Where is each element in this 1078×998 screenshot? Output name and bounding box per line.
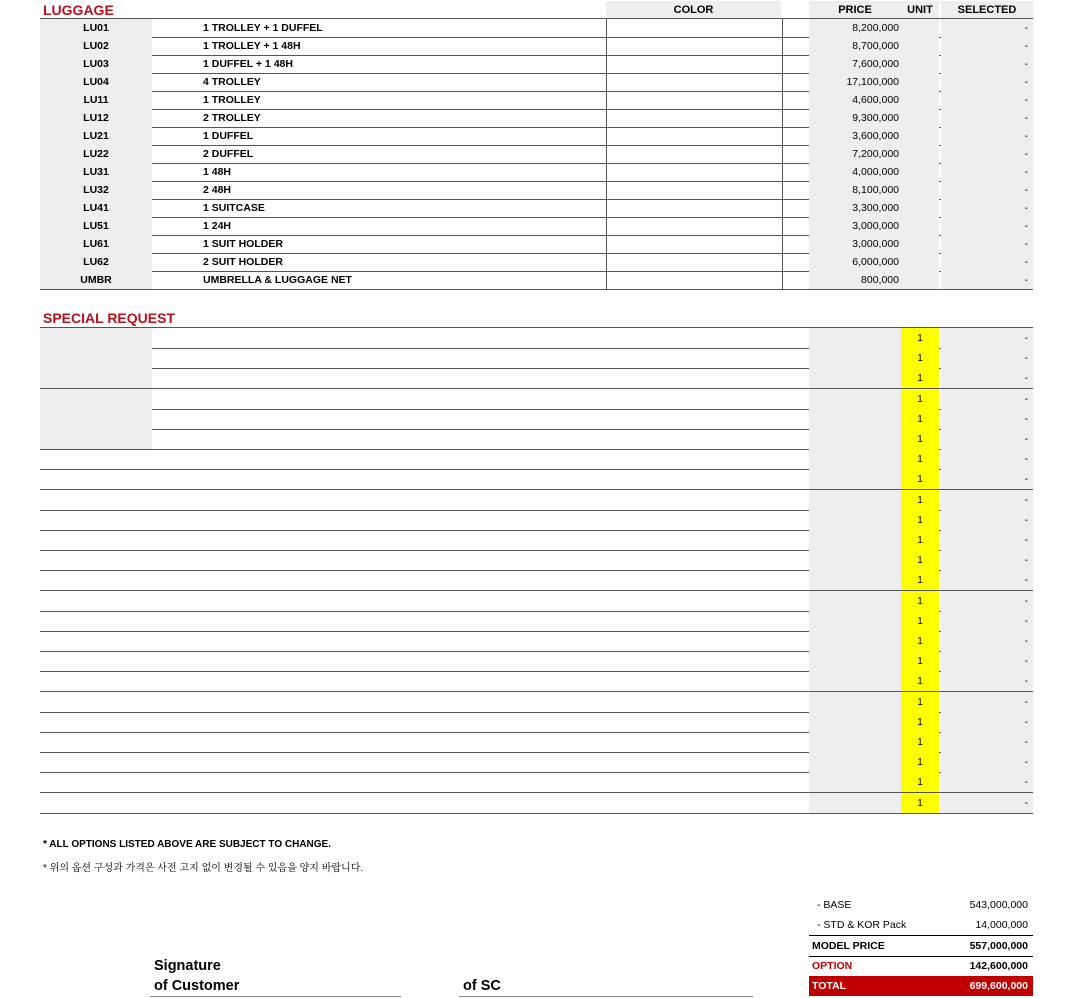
customer-signature-line[interactable]	[150, 996, 401, 997]
luggage-selected-cell: -	[941, 73, 1033, 91]
special-request-selected-cell: -	[941, 469, 1033, 489]
special-request-price-cell[interactable]	[809, 793, 901, 813]
luggage-selected-cell: -	[941, 217, 1033, 235]
luggage-row	[40, 37, 1033, 56]
special-request-unit-cell[interactable]: 1	[901, 570, 939, 590]
luggage-selected-cell: -	[941, 55, 1033, 73]
special-request-row	[40, 732, 1033, 753]
luggage-selected-cell: -	[941, 145, 1033, 163]
special-request-price-cell[interactable]	[809, 671, 901, 691]
special-request-row	[40, 469, 1033, 490]
special-request-unit-cell[interactable]: 1	[901, 712, 939, 732]
special-request-row	[40, 348, 1033, 369]
luggage-row	[40, 109, 1033, 128]
special-request-row	[40, 712, 1033, 733]
special-request-unit-cell[interactable]: 1	[901, 368, 939, 388]
model-price-label: MODEL PRICE	[812, 940, 885, 952]
special-request-selected-cell: -	[941, 793, 1033, 813]
pack-label: - STD & KOR Pack	[817, 919, 907, 931]
luggage-description-cell: 2 DUFFEL	[203, 148, 254, 160]
luggage-code-cell: LU02	[40, 37, 152, 55]
special-request-selected-cell: -	[941, 449, 1033, 469]
special-request-selected-cell: -	[941, 772, 1033, 792]
luggage-description-cell: 1 SUIT HOLDER	[203, 238, 283, 250]
luggage-selected-cell: -	[941, 253, 1033, 271]
special-request-row	[40, 389, 1033, 410]
special-request-selected-cell: -	[941, 732, 1033, 752]
luggage-description-cell: 1 DUFFEL + 1 48H	[203, 58, 293, 70]
total-label: TOTAL	[812, 980, 847, 992]
special-request-code-cell[interactable]	[40, 368, 152, 388]
special-request-row	[40, 631, 1033, 652]
special-request-section-title: SPECIAL REQUEST	[43, 310, 175, 326]
customer-signature-label-line2: of Customer	[154, 978, 240, 994]
special-request-selected-cell: -	[941, 570, 1033, 590]
luggage-code-cell: UMBR	[40, 271, 152, 289]
luggage-row	[40, 181, 1033, 200]
special-request-unit-cell[interactable]: 1	[901, 692, 939, 712]
luggage-row	[40, 55, 1033, 74]
special-request-selected-cell: -	[941, 490, 1033, 510]
special-request-price-cell[interactable]	[809, 752, 901, 772]
luggage-color-cell[interactable]	[606, 37, 783, 55]
option-value: 142,600,000	[969, 960, 1028, 972]
special-request-price-cell[interactable]	[809, 368, 901, 388]
luggage-selected-cell: -	[941, 109, 1033, 127]
luggage-color-cell[interactable]	[606, 199, 783, 217]
summary-pack-row	[809, 915, 1033, 935]
special-request-unit-cell[interactable]: 1	[901, 591, 939, 611]
luggage-description-cell: 4 TROLLEY	[203, 76, 261, 88]
special-request-row	[40, 550, 1033, 571]
luggage-code-cell: LU31	[40, 163, 152, 181]
luggage-row	[40, 91, 1033, 110]
luggage-description-cell: 1 TROLLEY	[203, 94, 261, 106]
luggage-price-cell: 4,600,000	[809, 91, 901, 109]
special-request-selected-cell: -	[941, 409, 1033, 429]
special-request-unit-cell[interactable]: 1	[901, 631, 939, 651]
sc-signature-line[interactable]	[459, 996, 753, 997]
special-request-row	[40, 368, 1033, 389]
special-request-price-cell[interactable]	[809, 409, 901, 429]
luggage-selected-cell: -	[941, 271, 1033, 289]
luggage-unit-cell[interactable]	[901, 73, 939, 91]
luggage-row	[40, 145, 1033, 164]
special-request-selected-cell: -	[941, 611, 1033, 631]
special-request-unit-cell[interactable]: 1	[901, 389, 939, 409]
disclaimer-korean: * 위의 옵션 구성과 가격은 사전 고지 없이 변경될 수 있음을 양지 바랍니다.	[43, 863, 364, 874]
luggage-description-cell: 2 48H	[203, 184, 232, 196]
luggage-code-cell: LU03	[40, 55, 152, 73]
luggage-price-cell: 8,700,000	[809, 37, 901, 55]
color-column-header: COLOR	[606, 1, 781, 18]
special-request-unit-cell[interactable]: 1	[901, 490, 939, 510]
special-request-price-cell[interactable]	[809, 570, 901, 590]
luggage-selected-cell: -	[941, 163, 1033, 181]
special-request-selected-cell: -	[941, 510, 1033, 530]
luggage-row	[40, 253, 1033, 272]
luggage-color-cell[interactable]	[606, 127, 783, 145]
model-price-value: 557,000,000	[969, 940, 1028, 952]
luggage-price-cell: 3,000,000	[809, 217, 901, 235]
luggage-selected-cell: -	[941, 91, 1033, 109]
luggage-color-cell[interactable]	[606, 181, 783, 199]
special-request-selected-cell: -	[941, 631, 1033, 651]
special-request-price-cell[interactable]	[809, 389, 901, 409]
luggage-description-cell: 1 24H	[203, 220, 232, 232]
luggage-price-cell: 6,000,000	[809, 253, 901, 271]
special-request-unit-cell[interactable]: 1	[901, 611, 939, 631]
luggage-unit-cell[interactable]	[901, 253, 939, 271]
total-value: 699,600,000	[969, 980, 1028, 992]
luggage-color-cell[interactable]	[606, 145, 783, 163]
luggage-color-cell[interactable]	[606, 253, 783, 271]
luggage-code-cell: LU22	[40, 145, 152, 163]
special-request-price-cell[interactable]	[809, 429, 901, 449]
special-request-unit-cell[interactable]: 1	[901, 530, 939, 550]
special-request-price-cell[interactable]	[809, 692, 901, 712]
luggage-code-cell: LU01	[40, 19, 152, 37]
special-request-price-cell[interactable]	[809, 530, 901, 550]
special-request-selected-cell: -	[941, 712, 1033, 732]
luggage-code-cell: LU04	[40, 73, 152, 91]
base-value: 543,000,000	[969, 899, 1028, 911]
luggage-row	[40, 199, 1033, 218]
special-request-row	[40, 793, 1033, 814]
special-request-unit-cell[interactable]: 1	[901, 409, 939, 429]
special-request-row	[40, 530, 1033, 551]
luggage-description-cell: 1 DUFFEL	[203, 130, 254, 142]
summary-model-price-row	[809, 935, 1033, 957]
luggage-price-cell: 7,200,000	[809, 145, 901, 163]
summary-total-row	[809, 976, 1033, 996]
special-request-selected-cell: -	[941, 651, 1033, 671]
luggage-code-cell: LU61	[40, 235, 152, 253]
special-request-unit-cell[interactable]: 1	[901, 772, 939, 792]
special-request-selected-cell: -	[941, 368, 1033, 388]
luggage-description-cell: 2 TROLLEY	[203, 112, 261, 124]
special-request-selected-cell: -	[941, 671, 1033, 691]
special-request-unit-cell[interactable]: 1	[901, 752, 939, 772]
luggage-code-cell: LU11	[40, 91, 152, 109]
luggage-description-cell: 1 48H	[203, 166, 232, 178]
luggage-code-cell: LU41	[40, 199, 152, 217]
special-request-row	[40, 490, 1033, 511]
luggage-selected-cell: -	[941, 37, 1033, 55]
special-request-row	[40, 611, 1033, 632]
luggage-unit-cell[interactable]	[901, 37, 939, 55]
selected-column-header: SELECTED	[941, 1, 1033, 18]
special-request-row	[40, 429, 1033, 450]
special-request-code-cell[interactable]	[40, 328, 152, 348]
special-request-code-cell[interactable]	[40, 348, 152, 368]
special-request-selected-cell: -	[941, 591, 1033, 611]
luggage-selected-cell: -	[941, 127, 1033, 145]
special-request-row	[40, 671, 1033, 692]
luggage-row	[40, 19, 1033, 38]
pack-value: 14,000,000	[975, 919, 1028, 931]
luggage-unit-cell[interactable]	[901, 55, 939, 73]
luggage-unit-cell[interactable]	[901, 163, 939, 181]
luggage-code-cell: LU62	[40, 253, 152, 271]
special-request-price-cell[interactable]	[809, 631, 901, 651]
special-request-price-cell[interactable]	[809, 328, 901, 348]
luggage-selected-cell: -	[941, 235, 1033, 253]
special-request-unit-cell[interactable]: 1	[901, 348, 939, 368]
luggage-description-cell: 1 SUITCASE	[203, 202, 265, 214]
special-request-unit-cell[interactable]: 1	[901, 550, 939, 570]
luggage-row	[40, 217, 1033, 236]
special-request-price-cell[interactable]	[809, 449, 901, 469]
luggage-color-cell[interactable]	[606, 55, 783, 73]
luggage-price-cell: 7,600,000	[809, 55, 901, 73]
luggage-price-cell: 8,100,000	[809, 181, 901, 199]
luggage-unit-cell[interactable]	[901, 181, 939, 199]
option-label: OPTION	[812, 960, 853, 972]
special-request-unit-cell[interactable]: 1	[901, 449, 939, 469]
special-request-selected-cell: -	[941, 550, 1033, 570]
luggage-price-cell: 4,000,000	[809, 163, 901, 181]
luggage-code-cell: LU12	[40, 109, 152, 127]
special-request-unit-cell[interactable]: 1	[901, 732, 939, 752]
special-request-price-cell[interactable]	[809, 469, 901, 489]
luggage-row	[40, 163, 1033, 182]
customer-signature-label-line1: Signature	[154, 958, 221, 974]
base-label: - BASE	[817, 899, 852, 911]
special-request-unit-cell[interactable]: 1	[901, 671, 939, 691]
luggage-description-cell: 2 SUIT HOLDER	[203, 256, 283, 268]
luggage-selected-cell: -	[941, 19, 1033, 37]
luggage-price-cell: 17,100,000	[809, 73, 901, 91]
special-request-unit-cell[interactable]: 1	[901, 510, 939, 530]
disclaimer-english: * ALL OPTIONS LISTED ABOVE ARE SUBJECT TO CHANGE.	[43, 839, 331, 850]
special-request-selected-cell: -	[941, 752, 1033, 772]
special-request-row	[40, 328, 1033, 349]
special-request-price-cell[interactable]	[809, 550, 901, 570]
special-request-selected-cell: -	[941, 348, 1033, 368]
luggage-unit-cell[interactable]	[901, 199, 939, 217]
luggage-price-cell: 3,300,000	[809, 199, 901, 217]
luggage-row	[40, 235, 1033, 254]
luggage-unit-cell[interactable]	[901, 271, 939, 289]
special-request-row	[40, 570, 1033, 591]
luggage-price-cell: 3,600,000	[809, 127, 901, 145]
luggage-description-cell: 1 TROLLEY + 1 DUFFEL	[203, 22, 323, 34]
special-request-row	[40, 510, 1033, 531]
special-request-unit-cell[interactable]: 1	[901, 469, 939, 489]
luggage-color-cell[interactable]	[606, 271, 783, 289]
luggage-selected-cell: -	[941, 199, 1033, 217]
special-request-row	[40, 752, 1033, 773]
special-request-price-cell[interactable]	[809, 490, 901, 510]
special-request-unit-cell[interactable]: 1	[901, 793, 939, 813]
luggage-row	[40, 271, 1033, 290]
luggage-color-cell[interactable]	[606, 163, 783, 181]
summary-option-row	[809, 956, 1033, 977]
special-request-price-cell[interactable]	[809, 510, 901, 530]
price-column-header: PRICE	[809, 1, 901, 18]
luggage-price-cell: 9,300,000	[809, 109, 901, 127]
special-request-code-cell[interactable]	[40, 389, 152, 409]
special-request-price-cell[interactable]	[809, 712, 901, 732]
luggage-unit-cell[interactable]	[901, 235, 939, 253]
unit-column-header: UNIT	[901, 1, 939, 18]
special-request-row	[40, 409, 1033, 430]
special-request-selected-cell: -	[941, 530, 1033, 550]
luggage-color-cell[interactable]	[606, 217, 783, 235]
special-request-price-cell[interactable]	[809, 772, 901, 792]
luggage-color-cell[interactable]	[606, 73, 783, 91]
special-request-row	[40, 692, 1033, 713]
luggage-description-cell: 1 TROLLEY + 1 48H	[203, 40, 301, 52]
special-request-row	[40, 449, 1033, 470]
special-request-selected-cell: -	[941, 429, 1033, 449]
special-request-unit-cell[interactable]: 1	[901, 651, 939, 671]
special-request-code-cell[interactable]	[40, 429, 152, 449]
luggage-price-cell: 8,200,000	[809, 19, 901, 37]
special-request-selected-cell: -	[941, 389, 1033, 409]
luggage-row	[40, 73, 1033, 92]
special-request-row	[40, 651, 1033, 672]
luggage-price-cell: 3,000,000	[809, 235, 901, 253]
luggage-row	[40, 127, 1033, 146]
special-request-unit-cell[interactable]: 1	[901, 328, 939, 348]
summary-base-row	[809, 895, 1033, 915]
special-request-selected-cell: -	[941, 328, 1033, 348]
luggage-selected-cell: -	[941, 181, 1033, 199]
luggage-description-cell: UMBRELLA & LUGGAGE NET	[203, 274, 352, 286]
special-request-unit-cell[interactable]: 1	[901, 429, 939, 449]
luggage-color-cell[interactable]	[606, 91, 783, 109]
luggage-unit-cell[interactable]	[901, 127, 939, 145]
luggage-price-cell: 800,000	[809, 271, 901, 289]
luggage-color-cell[interactable]	[606, 235, 783, 253]
special-request-price-cell[interactable]	[809, 591, 901, 611]
luggage-unit-cell[interactable]	[901, 91, 939, 109]
luggage-section-title: LUGGAGE	[43, 2, 114, 18]
luggage-code-cell: LU32	[40, 181, 152, 199]
special-request-price-cell[interactable]	[809, 611, 901, 631]
luggage-unit-cell[interactable]	[901, 19, 939, 37]
special-request-price-cell[interactable]	[809, 348, 901, 368]
sc-signature-label: of SC	[463, 978, 501, 994]
special-request-row	[40, 772, 1033, 793]
luggage-unit-cell[interactable]	[901, 145, 939, 163]
luggage-color-cell[interactable]	[606, 109, 783, 127]
luggage-unit-cell[interactable]	[901, 217, 939, 235]
luggage-code-cell: LU21	[40, 127, 152, 145]
special-request-price-cell[interactable]	[809, 732, 901, 752]
special-request-row	[40, 591, 1033, 612]
luggage-code-cell: LU51	[40, 217, 152, 235]
special-request-price-cell[interactable]	[809, 651, 901, 671]
luggage-unit-cell[interactable]	[901, 109, 939, 127]
special-request-selected-cell: -	[941, 692, 1033, 712]
luggage-color-cell[interactable]	[606, 19, 783, 37]
special-request-code-cell[interactable]	[40, 409, 152, 429]
